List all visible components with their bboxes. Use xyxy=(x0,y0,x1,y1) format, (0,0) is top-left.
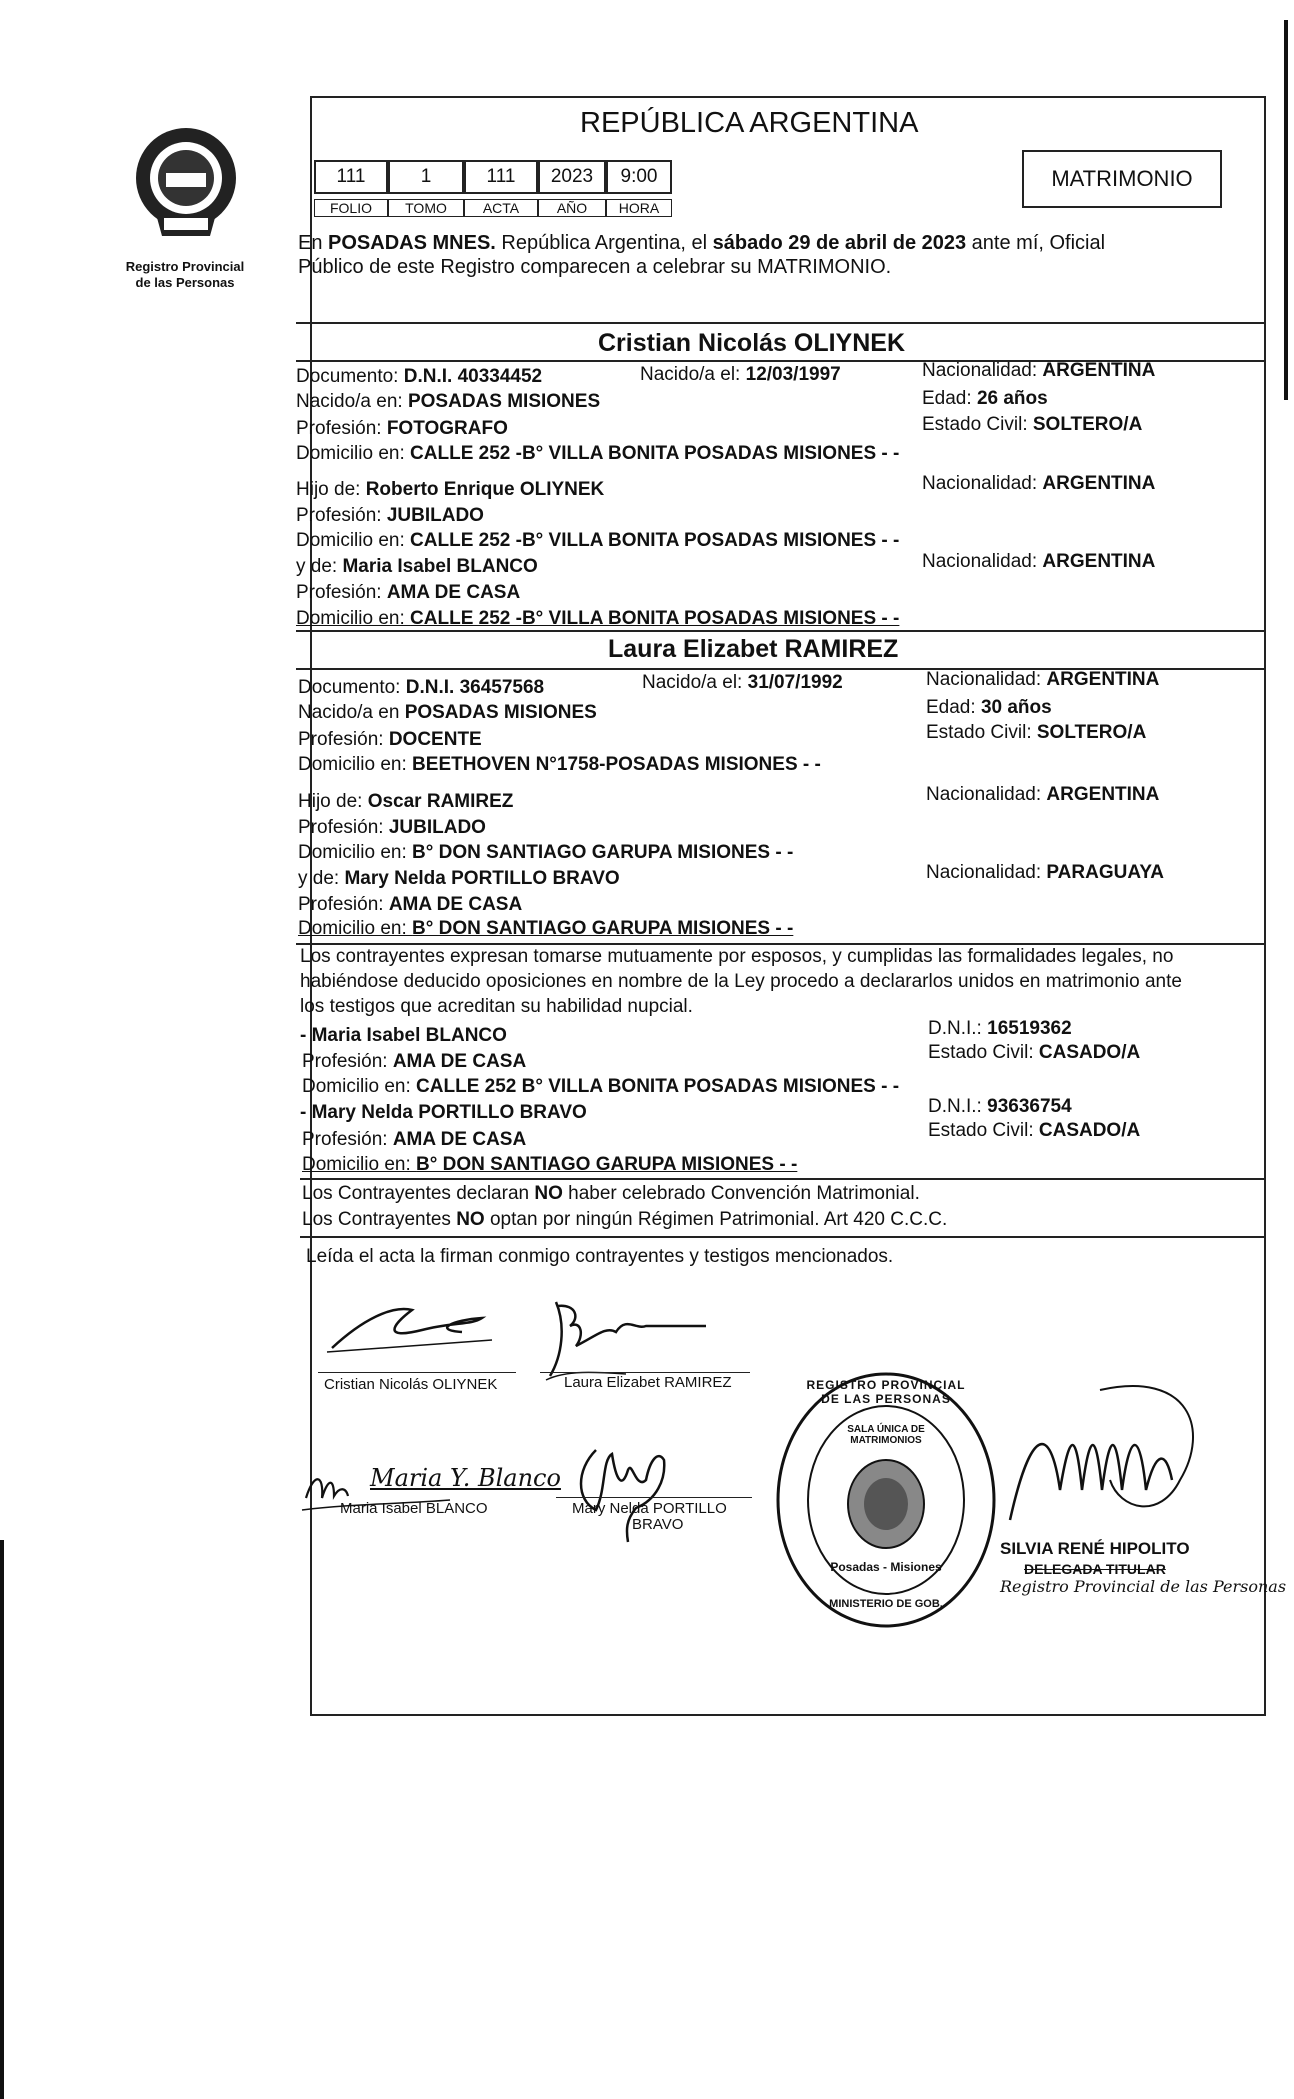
declaration-line1: Los contrayentes expresan tomarse mutuamente por esposos, y cumplidas las formalidades legales, no xyxy=(300,946,1174,967)
spouse2-madre: y de: Mary Nelda PORTILLO BRAVO xyxy=(298,868,620,889)
convention-line1: Los Contrayentes declaran NO haber celebrado Convención Matrimonial. xyxy=(302,1183,920,1204)
spouse2-edad: Edad: 30 años xyxy=(926,697,1052,718)
witness1-profesion: Profesión: AMA DE CASA xyxy=(302,1051,527,1072)
spouse1-profesion: Profesión: FOTOGRAFO xyxy=(296,418,508,439)
spouse2-profesion: Profesión: DOCENTE xyxy=(298,729,482,750)
witness2-domicilio: Domicilio en: B° DON SANTIAGO GARUPA MISIONES - - xyxy=(302,1154,798,1175)
sig-label-witness1: Maria Isabel BLANCO xyxy=(340,1500,488,1517)
spouse1-madre-nac: Nacionalidad: ARGENTINA xyxy=(922,551,1156,572)
divider-witnesses-end xyxy=(300,1178,1266,1180)
spouse2-madre-dom: Domicilio en: B° DON SANTIAGO GARUPA MISIONES - - xyxy=(298,918,794,939)
closing-text: Leída el acta la firman conmigo contrayentes y testigos mencionados. xyxy=(306,1246,894,1267)
spouse2-documento: Documento: D.N.I. 36457568 xyxy=(298,677,545,698)
country-title: REPÚBLICA ARGENTINA xyxy=(580,107,919,139)
logo xyxy=(116,118,256,290)
declaration-line2: habiéndose deducido oposiciones en nombre de la Ley procedo a declararlos unidos en matrimonio ante xyxy=(300,971,1182,992)
handwriting-witness1: Maria Y. Blanco xyxy=(370,1464,561,1492)
stamp-outer-text: REGISTRO PROVINCIAL DE LAS PERSONAS xyxy=(806,1378,966,1406)
officer-office: Registro Provincial de las Personas xyxy=(1000,1577,1287,1596)
spouse1-padre-nac: Nacionalidad: ARGENTINA xyxy=(922,473,1156,494)
spouse2-nacido-el: Nacido/a el: 31/07/1992 xyxy=(642,672,843,693)
intro-text-3: ante mí, Oficial xyxy=(966,232,1106,254)
spouse1-madre-prof: Profesión: AMA DE CASA xyxy=(296,582,521,603)
witness2-dni: D.N.I.: 93636754 xyxy=(928,1096,1072,1117)
sig-line-spouse1 xyxy=(318,1372,516,1373)
sig-line-witness2 xyxy=(556,1497,752,1498)
spouse2-padre-prof: Profesión: JUBILADO xyxy=(298,817,486,838)
acta-value: 111 xyxy=(464,160,538,194)
witness1-domicilio: Domicilio en: CALLE 252 B° VILLA BONITA POSADAS MISIONES - - xyxy=(302,1076,900,1097)
witness2-name: - Mary Nelda PORTILLO BRAVO xyxy=(300,1102,587,1123)
sig-line-spouse2 xyxy=(540,1372,750,1373)
scan-edge-right xyxy=(1284,20,1288,400)
spouse2-nacido-en: Nacido/a en POSADAS MISIONES xyxy=(298,702,597,723)
spouse2-padre: Hijo de: Oscar RAMIREZ xyxy=(298,791,514,812)
logo-caption-line1: Registro Provincial xyxy=(125,259,245,274)
intro-date: sábado 29 de abril de 2023 xyxy=(712,232,967,254)
record-type: MATRIMONIO xyxy=(1051,166,1193,191)
sig-label-witness2-line1: Mary Nelda PORTILLO xyxy=(572,1500,727,1517)
spouse2-padre-dom: Domicilio en: B° DON SANTIAGO GARUPA MISIONES - - xyxy=(298,842,794,863)
spouse1-domicilio: Domicilio en: CALLE 252 -B° VILLA BONITA POSADAS MISIONES - - xyxy=(296,443,900,464)
folio-value: 111 xyxy=(314,160,388,194)
intro-line1 xyxy=(298,232,1105,254)
divider-spouse2-end xyxy=(296,943,1266,945)
anio-label: AÑO xyxy=(538,199,606,217)
stamp-bottom-text: Posadas - Misiones xyxy=(830,1560,942,1574)
witness1-dni: D.N.I.: 16519362 xyxy=(928,1018,1072,1039)
spouse1-name: Cristian Nicolás OLIYNEK xyxy=(598,329,906,357)
spouse1-padre: Hijo de: Roberto Enrique OLIYNEK xyxy=(296,479,605,500)
spouse1-estado: Estado Civil: SOLTERO/A xyxy=(922,414,1143,435)
signature-spouse1 xyxy=(322,1300,502,1360)
stamp-ministry: MINISTERIO DE GOB. xyxy=(829,1598,943,1610)
spouse2-domicilio: Domicilio en: BEETHOVEN N°1758-POSADAS MISIONES - - xyxy=(298,754,821,775)
witness1-name: - Maria Isabel BLANCO xyxy=(300,1025,507,1046)
declaration-line3: los testigos que acreditan su habilidad nupcial. xyxy=(300,996,693,1017)
official-stamp xyxy=(766,1360,1006,1640)
coat-of-arms-seal xyxy=(116,118,256,256)
spouse2-name: Laura Elizabet RAMIREZ xyxy=(608,635,899,663)
witness1-estado: Estado Civil: CASADO/A xyxy=(928,1042,1141,1063)
witness2-profesion: Profesión: AMA DE CASA xyxy=(302,1129,527,1150)
hora-label: HORA xyxy=(606,199,672,217)
sig-label-witness2-line2: BRAVO xyxy=(632,1516,684,1533)
intro-text-2: República Argentina, el xyxy=(495,232,713,254)
spouse1-madre-dom: Domicilio en: CALLE 252 -B° VILLA BONITA POSADAS MISIONES - - xyxy=(296,608,900,629)
witness2-estado: Estado Civil: CASADO/A xyxy=(928,1120,1141,1141)
intro-text-1: En xyxy=(298,232,329,254)
record-type-box xyxy=(1022,150,1222,208)
intro-city: POSADAS MNES. xyxy=(328,232,496,254)
hora-value: 9:00 xyxy=(606,160,672,194)
divider-convention-end xyxy=(300,1236,1266,1238)
acta-label: ACTA xyxy=(464,199,538,217)
spouse1-padre-dom: Domicilio en: CALLE 252 -B° VILLA BONITA POSADAS MISIONES - - xyxy=(296,530,900,551)
spouse2-nacionalidad: Nacionalidad: ARGENTINA xyxy=(926,669,1160,690)
anio-value: 2023 xyxy=(538,160,606,194)
scan-edge-left xyxy=(0,1540,4,2099)
spouse1-madre: y de: Maria Isabel BLANCO xyxy=(296,556,538,577)
sig-label-spouse2: Laura Elizabet RAMIREZ xyxy=(564,1374,732,1391)
spouse1-padre-prof: Profesión: JUBILADO xyxy=(296,505,484,526)
divider-spouse1-end xyxy=(296,630,1266,632)
folio-label: FOLIO xyxy=(314,199,388,217)
spouse2-estado: Estado Civil: SOLTERO/A xyxy=(926,722,1147,743)
spouse1-nacido-en: Nacido/a en: POSADAS MISIONES xyxy=(296,391,601,412)
intro-line2: Público de este Registro comparecen a celebrar su MATRIMONIO. xyxy=(298,256,892,278)
sig-label-spouse1: Cristian Nicolás OLIYNEK xyxy=(324,1376,498,1393)
spouse1-documento: Documento: D.N.I. 40334452 xyxy=(296,366,543,387)
divider-header xyxy=(296,322,1266,324)
tomo-label: TOMO xyxy=(388,199,464,217)
spouse1-nacionalidad: Nacionalidad: ARGENTINA xyxy=(922,360,1156,381)
stamp-inner-text: SALA ÚNICA DE MATRIMONIOS xyxy=(847,1424,925,1446)
convention-line2: Los Contrayentes NO optan por ningún Régimen Patrimonial. Art 420 C.C.C. xyxy=(302,1209,948,1230)
officer-title: DELEGADA TITULAR xyxy=(1024,1561,1166,1577)
spouse1-nacido-el: Nacido/a el: 12/03/1997 xyxy=(640,364,841,385)
spouse2-madre-prof: Profesión: AMA DE CASA xyxy=(298,894,523,915)
spouse1-edad: Edad: 26 años xyxy=(922,388,1048,409)
logo-caption-line2: de las Personas xyxy=(135,275,235,290)
spouse2-madre-nac: Nacionalidad: PARAGUAYA xyxy=(926,862,1164,883)
spouse2-padre-nac: Nacionalidad: ARGENTINA xyxy=(926,784,1160,805)
officer-name: SILVIA RENÉ HIPOLITO xyxy=(1000,1539,1190,1558)
tomo-value: 1 xyxy=(388,160,464,194)
